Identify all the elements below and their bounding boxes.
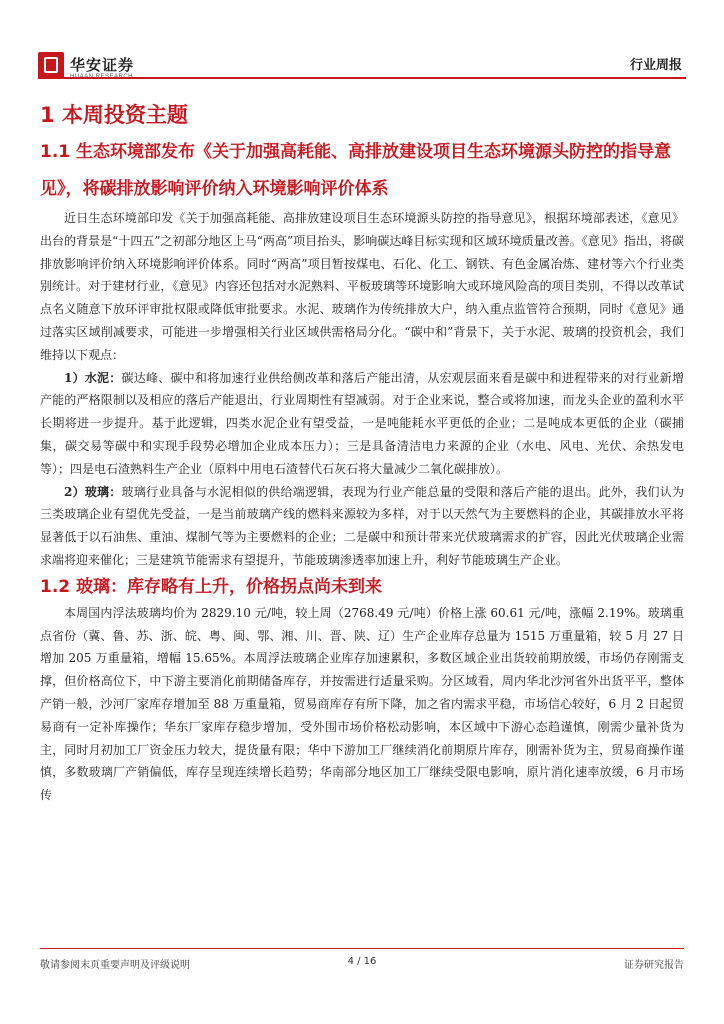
footer-report-label: 证券研究报告 <box>624 960 684 971</box>
paragraph-glass-view <box>40 481 684 572</box>
cement-lead: 1）水泥： <box>64 370 122 385</box>
subsection-heading-1-2: 1.2 玻璃：库存略有上升，价格拐点尚未到来 <box>40 576 383 597</box>
company-logo <box>38 52 148 86</box>
glass-lead: 2）玻璃： <box>64 484 122 499</box>
section-heading: 1 本周投资主题 <box>40 103 188 127</box>
paragraph-cement-view <box>40 367 684 481</box>
paragraph-policy-summary: 近日生态环境部印发《关于加强高耗能、高排放建设项目生态环境源头防控的指导意见》，根据环境部表述，《意见》出台的背景是“十四五”之初部分地区上马“两高”项目抬头，影响碳达峰目标实现和区域环境质量改善。《意见》指出，将碳排放影响评价纳入环境影响评价体系。同时“两高”项目暂按煤电、石化、化工、钢铁、有色金属冶炼、建材等六个行业类别统计。对于建材行业，《意见》内容还包括对水泥熟料、平板玻璃等环境影响大或环境风险高的项目类别，不得以改革试点名义随意下放环评审批权限或降低审批要求。水泥、玻璃作为传统排放大户，纳入重点监管符合预期，同时《意见》通过落实区域削减要求，可能进一步增强相关行业区域供需格局分化。“碳中和”背景下，关于水泥、玻璃的投资机会，我们维持以下观点： <box>40 211 684 362</box>
glass-text: 玻璃行业具备与水泥相似的供给端逻辑，表现为行业产能总量的受限和落后产能的退出。此外，我们认为三类玻璃企业有望优先受益，一是当前玻璃产线的燃料来源较为多样，对于以天然气为主要燃料的企业，其碳排放水平将显著低于以石油焦、重油、煤制气等为主要燃料的企业；二是碳中和预计带来光伏玻璃需求的扩容，因此光伏玻璃企业需求端将迎来催化；三是建筑节能需求有望提升，节能玻璃渗透率加速上升，利好节能玻璃生产企业。 <box>40 484 684 567</box>
report-type-label: 行业周报 <box>629 58 682 73</box>
page-header <box>0 0 724 90</box>
header-divider <box>38 77 686 79</box>
paragraph-glass-market: 本周国内浮法玻璃均价为 2829.10 元/吨，较上周（2768.49 元/吨）价格上涨 60.61 元/吨，涨幅 2.19%。玻璃重点省份（冀、鲁、苏、浙、皖、粤、闽、鄂、湘、川、晋、陕、辽）生产企业库存总量为 1515 万重量箱，较 5 月 27 日增加 205 万重量箱，增幅 15.65%。本周浮法玻璃企业库存加速累积，多数区域企业出货较前期放缓，市场仍存刚需支撑，但价格高位下，中下游主要消化前期储备库存，并按需进行适量采购。分区域看，周内华北沙河省外出货平平，整体产销一般，沙河厂家库存增加至 88 万重量箱，贸易商库存有所下降，加之省内需求平稳，市场信心较好，6 月 2 日起贸易商有一定补库操作；华东厂家库存稳步增加，受外围市场价格松动影响，本区域中下游心态趋谨慎，刚需少量补货为主，同时月初加工厂资金压力较大，提货量有限；华中下游加工厂继续消化前期原片库存，刚需补货为主，贸易商操作谨慎，多数玻璃厂产销偏低，库存呈现连续增长趋势；华南部分地区加工厂继续受限电影响，原片消化速率放缓，6 月市场传 <box>40 605 684 803</box>
logo-mark-icon <box>38 52 64 78</box>
page-content <box>40 100 684 807</box>
footer-divider <box>40 948 684 949</box>
page-footer <box>40 948 684 978</box>
footer-disclaimer: 敬请参阅末页重要声明及评级说明 <box>40 960 190 971</box>
cement-text: 碳达峰、碳中和将加速行业供给侧改革和落后产能出清，从宏观层面来看是碳中和进程带来的对行业新增产能的严格限制以及相应的落后产能退出，行业周期性有望减弱。对于企业来说，整合或将加速，而龙头企业的盈利水平长期将进一步提升。基于此逻辑，四类水泥企业有望受益，一是吨能耗水平更低的企业；二是吨成本更低的企业（碳捕集，碳交易等碳中和实现手段势必增加企业成本压力）；三是具备清洁电力来源的企业（水电、风电、光伏、余热发电等）；四是电石渣熟料生产企业（原料中用电石渣替代石灰石将大量减少二氧化碳排放）。 <box>40 370 684 476</box>
subsection-heading-1-1: 1.1 生态环境部发布《关于加强高耗能、高排放建设项目生态环境源头防控的指导意见》，将碳排放影响评价纳入环境影响评价体系 <box>40 142 672 199</box>
logo-chinese-name: 华安证券 <box>70 56 135 74</box>
page-number: 4 / 16 <box>347 956 377 967</box>
